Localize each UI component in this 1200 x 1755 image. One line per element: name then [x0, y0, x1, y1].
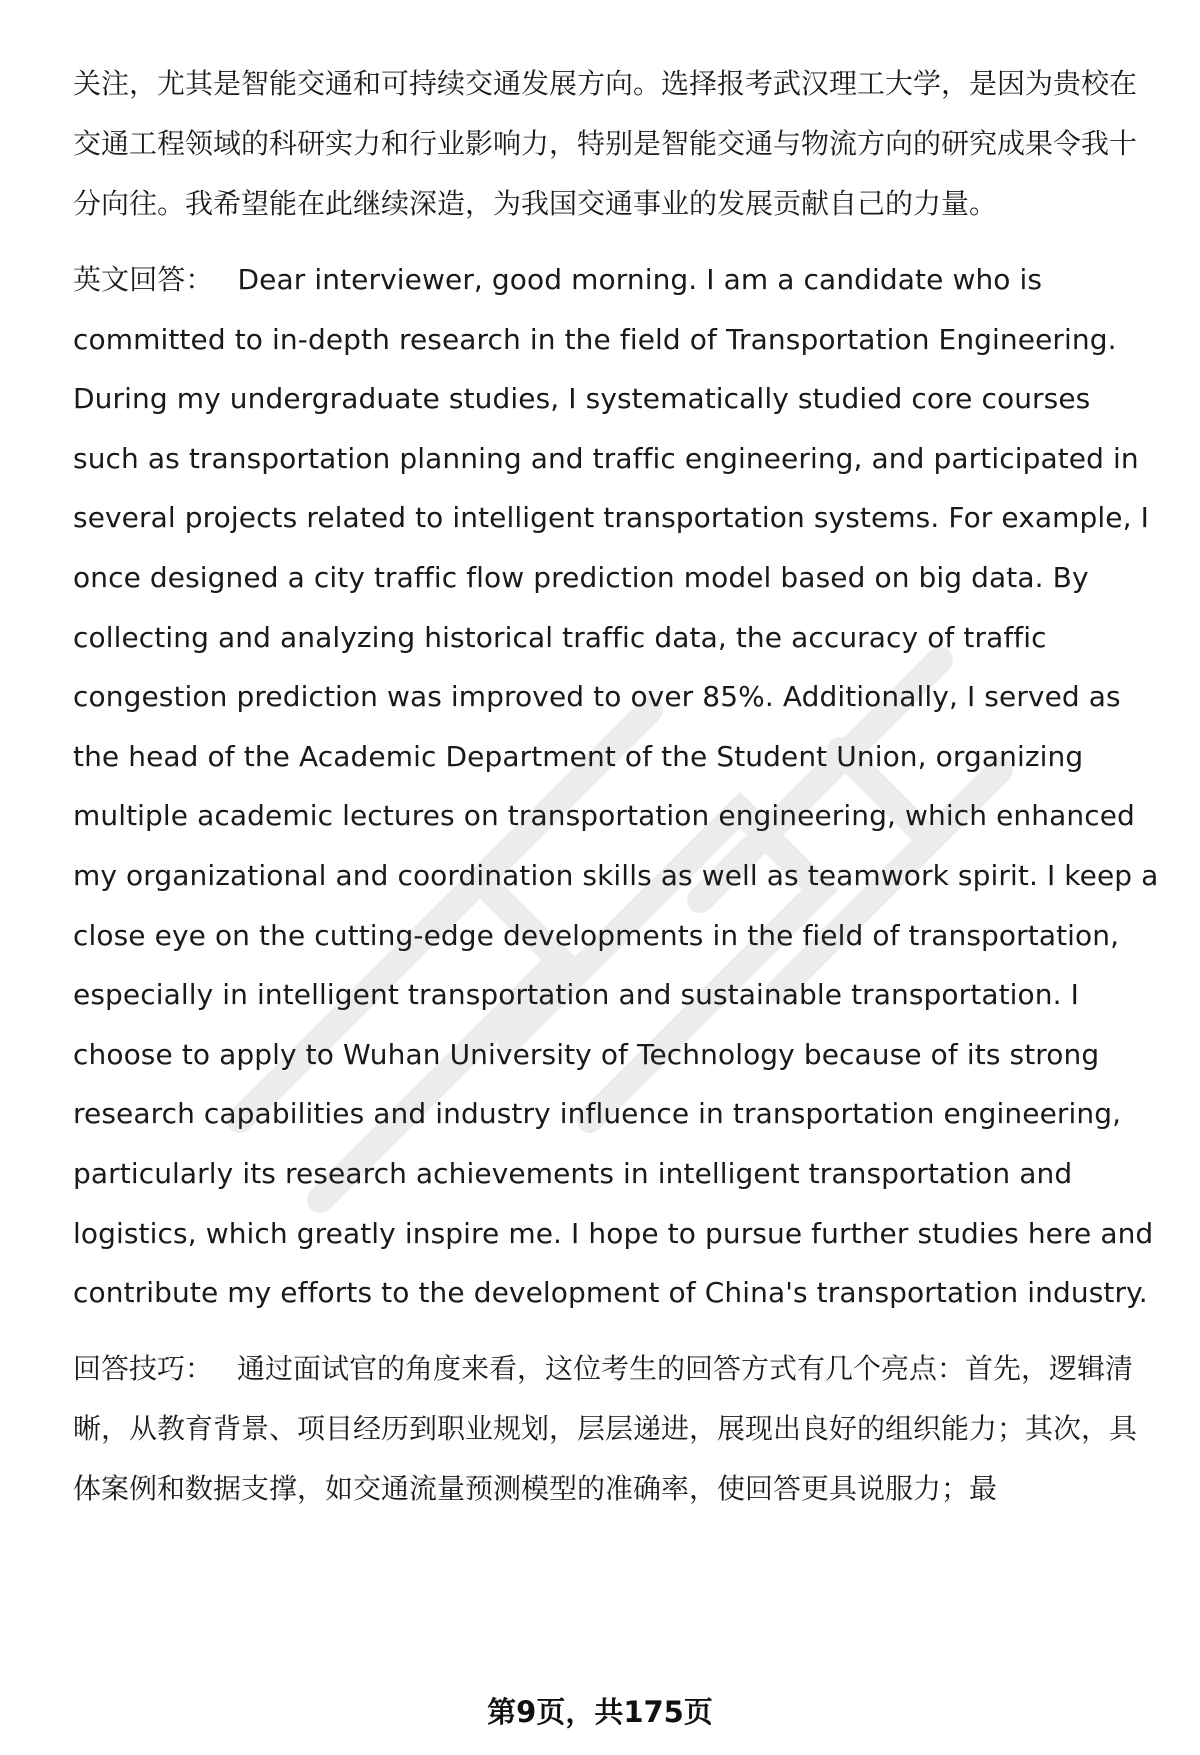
chinese-answer-continuation: 关注，尤其是智能交通和可持续交通发展方向。选择报考武汉理工大学，是因为贵校在交通工程领域的科研实力和行业影响力，特别是智能交通与物流方向的研究成果令我十分向往。我希望能在此继续深造，为我国交通事业的发展贡献自己的力量。	[73, 67, 1138, 220]
page-number-footer: 第9页，共175页	[487, 1695, 713, 1729]
answer-tips-text: 通过面试官的角度来看，这位考生的回答方式有几个亮点：首先，逻辑清晰，从教育背景、项目经历到职业规划，层层递进，展现出良好的组织能力；其次，具体案例和数据支撑，如交通流量预测模型的准确率，使回答更具说服力；最	[73, 1351, 1138, 1505]
english-answer-label: 英文回答：	[73, 263, 214, 296]
english-answer-paragraph	[73, 250, 1163, 1323]
page-content	[73, 54, 1163, 1535]
answer-tips-paragraph	[73, 1339, 1163, 1519]
english-answer-text: Dear interviewer, good morning. I am a candidate who is committed to in-depth research in the field of Transportation Engineering. During my undergraduate studies, I systematically studied core courses such as transportation planning and traffic engineering, and participated in several projects related to intelligent transportation systems. For example, I once designed a city traffic flow prediction model based on big data. By collecting and analyzing historical traffic data, the accuracy of traffic congestion prediction was improved to over 85%. Additionally, I served as the head of the Academic Department of the Student Union, organizing multiple academic lectures on transportation engineering, which enhanced my organizational and coordination skills as well as teamwork spirit. I keep a close eye on the cutting-edge developments in the field of transportation, especially in intelligent transportation and sustainable transportation. I choose to apply to Wuhan University of Technology because of its strong research capabilities and industry influence in transportation engineering, particularly its research achievements in intelligent transportation and logistics, which greatly inspire me. I hope to pursue further studies here and contribute my efforts to the development of China's transportation industry.	[73, 263, 1159, 1310]
answer-tips-label: 回答技巧：	[73, 1351, 214, 1385]
